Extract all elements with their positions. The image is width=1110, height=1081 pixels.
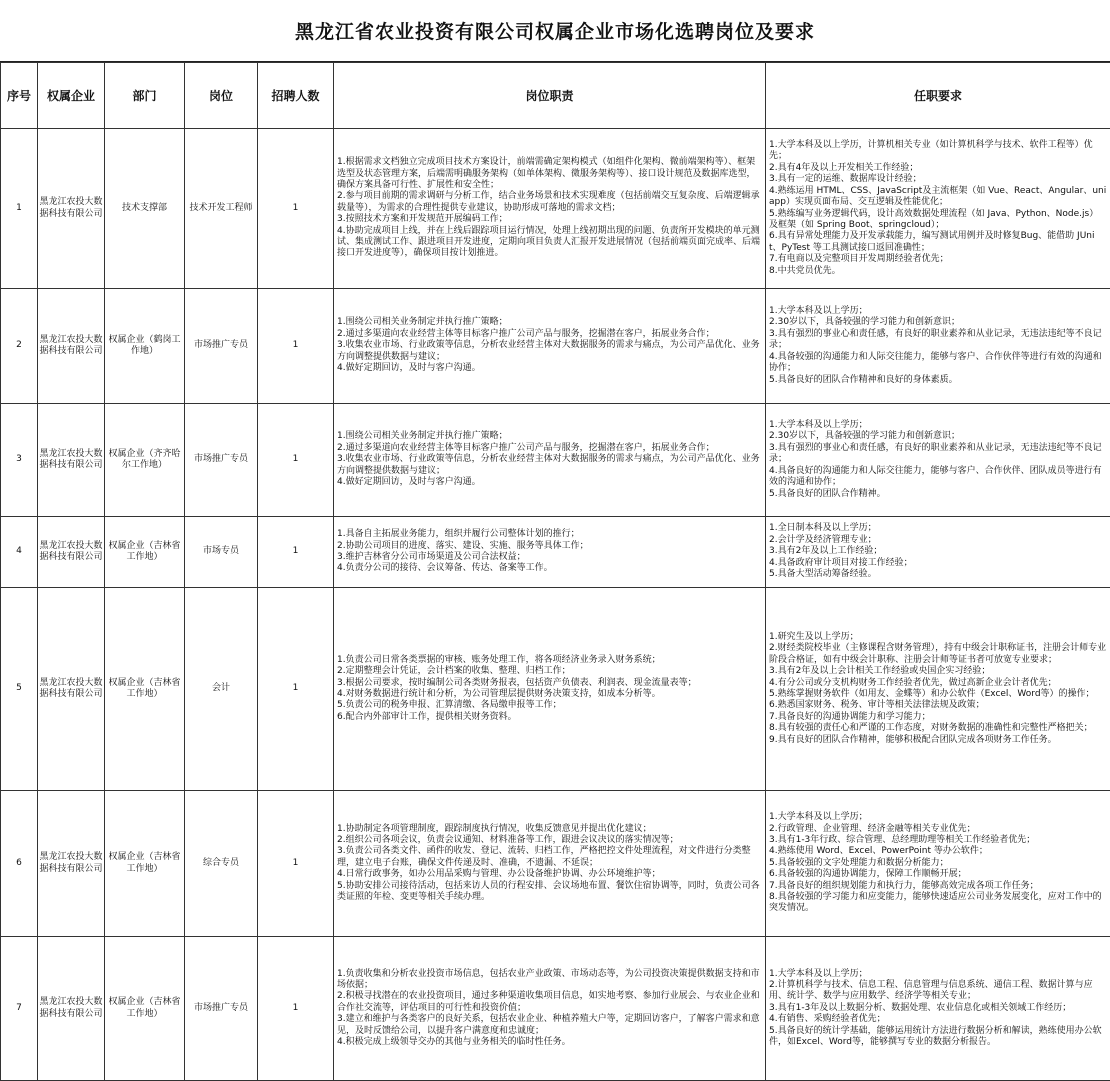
row-count: 1 xyxy=(258,129,334,289)
row-position: 市场推广专员 xyxy=(185,937,258,1081)
row-no: 1 xyxy=(1,129,38,289)
requirement-line: 4.有销售、采购经验者优先； xyxy=(769,1014,1107,1025)
row-duties xyxy=(334,588,766,791)
requirement-line: 7.具备良好的沟通协调能力和学习能力； xyxy=(769,712,1107,723)
row-dept: 权属企业（吉林省工作地） xyxy=(105,937,185,1081)
requirement-line: 3.具有2年及以上工作经验； xyxy=(769,546,1107,557)
header-dept: 部门 xyxy=(105,63,185,129)
requirement-line: 3.具有强烈的事业心和责任感，有良好的职业素养和从业记录，无违法违纪等不良记录； xyxy=(769,329,1107,352)
requirement-line: 4.具备较强的沟通能力和人际交往能力，能够与客户、合作伙伴等进行有效的沟通和协作； xyxy=(769,352,1107,375)
duty-line: 5.负责公司的税务申报、汇算清缴、各局缴申报等工作； xyxy=(337,700,762,711)
row-company: 黑龙江农投大数据科技有限公司 xyxy=(38,289,105,404)
row-duties xyxy=(334,129,766,289)
table-row xyxy=(1,517,1110,588)
duty-line: 1.负责收集和分析农业投资市场信息，包括农业产业政策、市场动态等，为公司投资决策提供数据支持和市场依据； xyxy=(337,969,762,992)
duty-line: 2.积极寻找潜在的农业投资项目，通过多种渠道收集项目信息，如实地考察、参加行业展会、与农业企业和合作社交流等，评估项目的可行性和投资价值； xyxy=(337,991,762,1014)
duty-line: 4.负责分公司的接待、会议筹备、传达、备案等工作。 xyxy=(337,563,762,574)
row-requirements xyxy=(766,588,1110,791)
row-count: 1 xyxy=(258,517,334,588)
requirement-line: 7.具备良好的组织规划能力和执行力，能够高效完成各项工作任务； xyxy=(769,881,1107,892)
requirement-line: 5.具备良好的团队合作精神。 xyxy=(769,489,1107,500)
duty-line: 1.协助制定各项管理制度，跟踪制度执行情况，收集反馈意见并提出优化建议； xyxy=(337,824,762,835)
duty-line: 4.对财务数据进行统计和分析，为公司管理层提供财务决策支持，如成本分析等。 xyxy=(337,689,762,700)
requirement-line: 8.中共党员优先。 xyxy=(769,266,1107,277)
duty-line: 4.日常行政事务，如办公用品采购与管理、办公设备维护协调、办公环境维护等； xyxy=(337,869,762,880)
requirement-line: 1.大学本科及以上学历； xyxy=(769,420,1107,431)
duty-line: 4.做好定期回访，及时与客户沟通。 xyxy=(337,477,762,488)
duty-line: 4.协助完成项目上线，并在上线后跟踪项目运行情况，处理上线初期出现的问题、负责所开发模块的单元测试、集成测试工作、跟进项目开发进度，定期向项目负责人汇报开发进展情况（包括前端页面完成率、后端接口开发进度等），确保项目按计划推进。 xyxy=(337,226,762,260)
row-requirements xyxy=(766,289,1110,404)
row-no: 6 xyxy=(1,791,38,937)
requirement-line: 3.具有1-3年及以上数据分析、数据处理、农业信息化或相关领域工作经历； xyxy=(769,1003,1107,1014)
row-company: 黑龙江农投大数据科技有限公司 xyxy=(38,791,105,937)
row-company: 黑龙江农投大数据科技有限公司 xyxy=(38,937,105,1081)
row-dept: 技术支撑部 xyxy=(105,129,185,289)
row-position: 综合专员 xyxy=(185,791,258,937)
table-row xyxy=(1,937,1110,1081)
row-no: 4 xyxy=(1,517,38,588)
row-dept: 权属企业（吉林省工作地） xyxy=(105,517,185,588)
requirement-line: 4.有分公司或分支机构财务工作经验者优先，做过高新企业会计者优先； xyxy=(769,678,1107,689)
duty-line: 3.负责公司各类文件、函件的收发、登记、流转、归档工作，严格把控文件处理流程，对文件进行分类整理，建立电子台账，确保文件传递及时、准确，不遗漏、不延误； xyxy=(337,846,762,869)
row-count: 1 xyxy=(258,791,334,937)
requirement-line: 1.大学本科及以上学历； xyxy=(769,969,1107,980)
row-dept: 权属企业（吉林省工作地） xyxy=(105,588,185,791)
row-company: 黑龙江农投大数据科技有限公司 xyxy=(38,517,105,588)
requirement-line: 2.财经类院校毕业（主修课程含财务管理），持有中级会计职称证书，注册会计师专业阶段合格证，如有中级会计职称、注册会计师等证书者可放宽专业要求； xyxy=(769,643,1107,666)
requirement-line: 9.具有良好的团队合作精神，能够积极配合团队完成各项财务工作任务。 xyxy=(769,735,1107,746)
row-position: 市场推广专员 xyxy=(185,289,258,404)
duty-line: 4.积极完成上级领导交办的其他与业务相关的临时性任务。 xyxy=(337,1037,762,1048)
duty-line: 1.具备自主拓展业务能力，组织并履行公司整体计划的推行； xyxy=(337,529,762,540)
duty-line: 1.根据需求文档独立完成项目技术方案设计，前端需确定架构模式（如组件化架构、微前端架构等）、框架选型及状态管理方案，后端需明确服务架构（如单体架构、微服务架构等）、接口设计规范及数据库选型，确保方案具备可行性、扩展性和安全性； xyxy=(337,157,762,191)
row-duties xyxy=(334,937,766,1081)
requirement-line: 8.具有较强的责任心和严谨的工作态度，对财务数据的准确性和完整性严格把关； xyxy=(769,723,1107,734)
row-requirements xyxy=(766,129,1110,289)
duty-line: 2.协助公司项目的进度、落实、建设、实施、服务等具体工作； xyxy=(337,541,762,552)
row-duties xyxy=(334,517,766,588)
row-requirements xyxy=(766,937,1110,1081)
header-count: 招聘人数 xyxy=(258,63,334,129)
duty-line: 1.负责公司日常各类票据的审核、账务处理工作，将各项经济业务录入财务系统； xyxy=(337,655,762,666)
duty-line: 3.根据公司要求，按时编制公司各类财务报表，包括资产负债表、利润表、现金流量表等； xyxy=(337,678,762,689)
requirement-line: 6.具备较强的沟通协调能力，保障工作顺畅开展； xyxy=(769,869,1107,880)
duty-line: 6.配合内外部审计工作，提供相关财务资料。 xyxy=(337,712,762,723)
row-no: 3 xyxy=(1,404,38,517)
requirement-line: 2.计算机科学与技术、信息工程、信息管理与信息系统、通信工程、数据计算与应用、统计学、数学与应用数学、经济学等相关专业； xyxy=(769,980,1107,1003)
row-company: 黑龙江农投大数据科技有限公司 xyxy=(38,588,105,791)
requirement-line: 5.具备良好的团队合作精神和良好的身体素质。 xyxy=(769,375,1107,386)
table-row xyxy=(1,289,1110,404)
row-dept: 权属企业（鹤岗工作地） xyxy=(105,289,185,404)
row-count: 1 xyxy=(258,588,334,791)
duty-line: 5.协助安排公司接待活动，包括来访人员的行程安排、会议场地布置、餐饮住宿协调等，同时，负责公司各类证照的年检、变更等相关手续办理。 xyxy=(337,881,762,904)
requirement-line: 2.30岁以下，具备较强的学习能力和创新意识； xyxy=(769,317,1107,328)
requirement-line: 5.熟练掌握财务软件（如用友、金蝶等）和办公软件（Excel、Word等）的操作； xyxy=(769,689,1107,700)
row-requirements xyxy=(766,517,1110,588)
requirement-line: 6.具有异常处理能力及开发承载能力，编写测试用例并及时修复Bug、能借助 JUnit、PyTest 等工具测试接口返回准确性； xyxy=(769,231,1107,254)
requirement-line: 3.具有强烈的事业心和责任感，有良好的职业素养和从业记录，无违法违纪等不良记录； xyxy=(769,443,1107,466)
duty-line: 1.围绕公司相关业务制定并执行推广策略； xyxy=(337,317,762,328)
header-position: 岗位 xyxy=(185,63,258,129)
recruitment-table xyxy=(0,62,1110,1081)
row-count: 1 xyxy=(258,937,334,1081)
row-position: 市场推广专员 xyxy=(185,404,258,517)
duty-line: 1.围绕公司相关业务制定并执行推广策略； xyxy=(337,431,762,442)
row-duties xyxy=(334,404,766,517)
table-row xyxy=(1,588,1110,791)
requirement-line: 4.熟练使用 Word、Excel、PowerPoint 等办公软件； xyxy=(769,846,1107,857)
duty-line: 3.收集农业市场、行业政策等信息，分析农业经营主体对大数据服务的需求与痛点，为公司产品优化、业务方向调整提供数据与建议； xyxy=(337,340,762,363)
page-title: 黑龙江省农业投资有限公司权属企业市场化选聘岗位及要求 xyxy=(0,0,1110,62)
row-position: 会计 xyxy=(185,588,258,791)
row-position: 技术开发工程师 xyxy=(185,129,258,289)
header-duties: 岗位职责 xyxy=(334,63,766,129)
requirement-line: 2.行政管理、企业管理、经济金融等相关专业优先； xyxy=(769,824,1107,835)
requirement-line: 4.熟练运用 HTML、CSS、JavaScript及主流框架（如 Vue、React、Angular、uniapp）实现页面布局、交互逻辑及性能优化； xyxy=(769,186,1107,209)
header-company: 权属企业 xyxy=(38,63,105,129)
row-requirements xyxy=(766,404,1110,517)
requirement-line: 8.具备较强的学习能力和应变能力，能够快速适应公司业务发展变化，应对工作中的突发情况。 xyxy=(769,892,1107,915)
row-company: 黑龙江农投大数据科技有限公司 xyxy=(38,404,105,517)
row-count: 1 xyxy=(258,404,334,517)
header-no: 序号 xyxy=(1,63,38,129)
requirement-line: 5.具备良好的统计学基础，能够运用统计方法进行数据分析和解读，熟练使用办公软件，如Excel、Word等，能够撰写专业的数据分析报告。 xyxy=(769,1026,1107,1049)
requirement-line: 5.具备大型活动筹备经验。 xyxy=(769,569,1107,580)
row-no: 7 xyxy=(1,937,38,1081)
table-row xyxy=(1,129,1110,289)
requirement-line: 1.大学本科及以上学历； xyxy=(769,812,1107,823)
row-requirements xyxy=(766,791,1110,937)
duty-line: 2.通过多渠道向农业经营主体等目标客户推广公司产品与服务，挖掘潜在客户，拓展业务合作； xyxy=(337,443,762,454)
row-count: 1 xyxy=(258,289,334,404)
header-requirements: 任职要求 xyxy=(766,63,1110,129)
duty-line: 3.收集农业市场、行业政策等信息，分析农业经营主体对大数据服务的需求与痛点，为公司产品优化、业务方向调整提供数据与建议； xyxy=(337,454,762,477)
duty-line: 3.维护吉林省分公司市场渠道及公司合法权益； xyxy=(337,552,762,563)
requirement-line: 2.具有4年及以上开发相关工作经验； xyxy=(769,163,1107,174)
table-header-row xyxy=(1,63,1110,129)
requirement-line: 4.具备良好的沟通能力和人际交往能力，能够与客户、合作伙伴、团队成员等进行有效的沟通和协作； xyxy=(769,466,1107,489)
row-duties xyxy=(334,791,766,937)
duty-line: 2.组织公司各项会议，负责会议通知、材料准备等工作，跟进会议决议的落实情况等； xyxy=(337,835,762,846)
requirement-line: 2.会计学及经济管理专业； xyxy=(769,535,1107,546)
row-dept: 权属企业（齐齐哈尔工作地） xyxy=(105,404,185,517)
duty-line: 3.建立和维护与各类客户的良好关系，包括农业企业、种植养殖大户等，定期回访客户，了解客户需求和意见，及时反馈给公司，以提升客户满意度和忠诚度； xyxy=(337,1014,762,1037)
requirement-line: 3.具有一定的运维、数据库设计经验； xyxy=(769,174,1107,185)
row-no: 2 xyxy=(1,289,38,404)
row-duties xyxy=(334,289,766,404)
requirement-line: 6.熟悉国家财务、税务、审计等相关法律法规及政策； xyxy=(769,700,1107,711)
duty-line: 2.通过多渠道向农业经营主体等目标客户推广公司产品与服务，挖掘潜在客户，拓展业务合作； xyxy=(337,329,762,340)
duty-line: 2.参与项目前期的需求调研与分析工作，结合业务场景和技术实现难度（包括前端交互复杂度、后端逻辑承载量等），为需求的合理性提供专业建议，协助形成可落地的需求文档； xyxy=(337,191,762,214)
row-dept: 权属企业（吉林省工作地） xyxy=(105,791,185,937)
table-row xyxy=(1,791,1110,937)
duty-line: 2.定期整理会计凭证，会计档案的收集、整理、归档工作； xyxy=(337,666,762,677)
requirement-line: 4.具备政府审计项目对接工作经验； xyxy=(769,558,1107,569)
requirement-line: 3.具有1-3年行政、综合管理、总经理助理等相关工作经验者优先； xyxy=(769,835,1107,846)
duty-line: 3.按照技术方案和开发规范开展编码工作； xyxy=(337,214,762,225)
requirement-line: 1.研究生及以上学历； xyxy=(769,632,1107,643)
requirement-line: 2.30岁以下，具备较强的学习能力和创新意识； xyxy=(769,431,1107,442)
requirement-line: 1.大学本科及以上学历，计算机相关专业（如计算机科学与技术、软件工程等）优先； xyxy=(769,140,1107,163)
requirement-line: 3.具有2年及以上会计相关工作经验或央国企实习经验； xyxy=(769,666,1107,677)
requirement-line: 1.全日制本科及以上学历； xyxy=(769,523,1107,534)
row-no: 5 xyxy=(1,588,38,791)
requirement-line: 5.具备较强的文字处理能力和数据分析能力； xyxy=(769,858,1107,869)
row-company: 黑龙江农投大数据科技有限公司 xyxy=(38,129,105,289)
duty-line: 4.做好定期回访，及时与客户沟通。 xyxy=(337,363,762,374)
requirement-line: 1.大学本科及以上学历； xyxy=(769,306,1107,317)
row-position: 市场专员 xyxy=(185,517,258,588)
requirement-line: 7.有电商以及完整项目开发周期经验者优先； xyxy=(769,254,1107,265)
requirement-line: 5.熟练编写业务逻辑代码，设计高效数据处理流程（如 Java、Python、Node.js）及框架（如 Spring Boot、springcloud）； xyxy=(769,209,1107,232)
table-row xyxy=(1,404,1110,517)
